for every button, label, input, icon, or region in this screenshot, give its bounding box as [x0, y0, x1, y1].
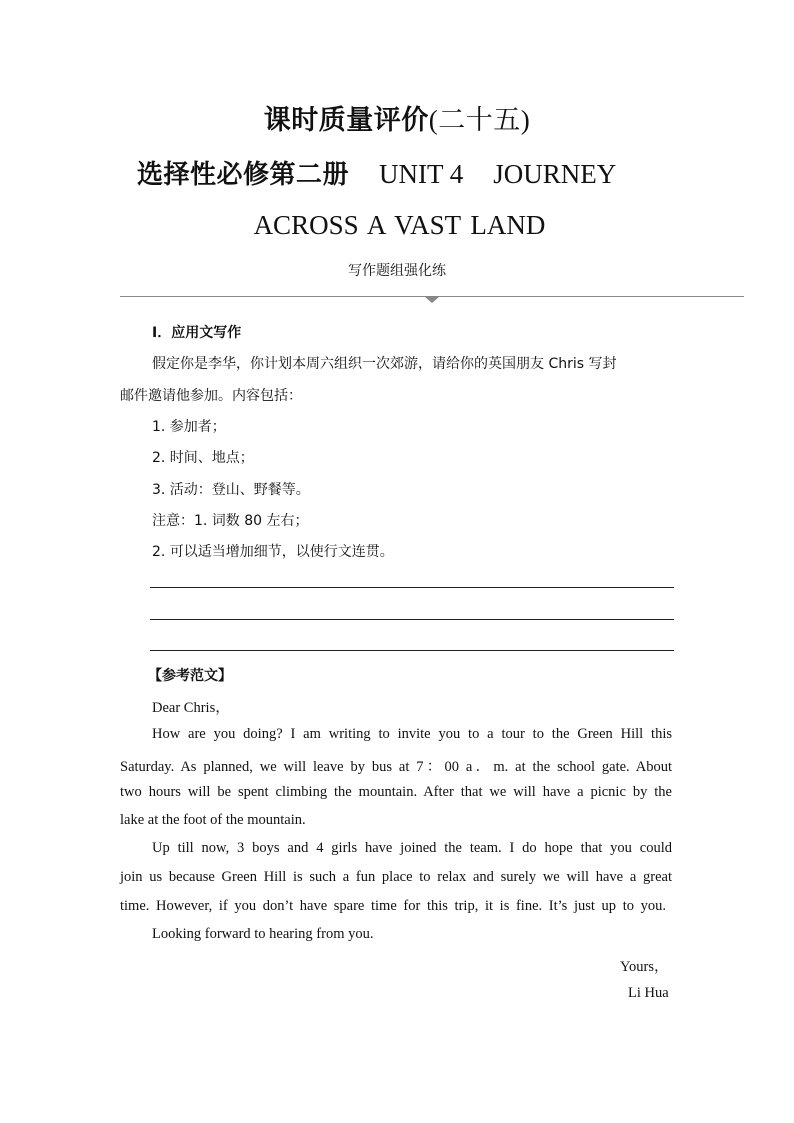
letter-closing-line: Looking forward to hearing from you. [152, 926, 374, 942]
letter-p1-line-1: How are you doing? I am writing to invite you to a tour to the Green Hill this [152, 726, 672, 742]
letter-p1-line-4: lake at the foot of the mountain. [120, 812, 306, 828]
answer-line [150, 587, 674, 588]
divider-triangle-icon [425, 297, 439, 303]
task-prompt-line-2: 邮件邀请他参加。内容包括： [120, 388, 302, 404]
letter-p2-line-2: join us because Green Hill is such a fun place to relax and surely we will have a great [120, 869, 672, 885]
letter-p1-line-3: two hours will be spent climbing the mountain. After that we will have a picnic by the [120, 784, 672, 800]
page-title [0, 98, 794, 137]
letter-sign-off: Yours， [620, 959, 669, 975]
letter-p1-line-2: Saturday. As planned, we will leave by bus at 7：00 a．m. at the school gate. About [120, 759, 672, 775]
letter-greeting: Dear Chris， [152, 700, 230, 716]
task-point-3: 3. 活动：登山、野餐等。 [152, 482, 310, 498]
section-label: 写作题组强化练 [348, 263, 446, 279]
letter-p2-line-1: Up till now, 3 boys and 4 girls have joined the team. I do hope that you could [152, 840, 672, 856]
unit-number: UNIT 4 [379, 159, 464, 189]
unit-name-part-1: JOURNEY [493, 159, 617, 189]
letter-signature: Li Hua [628, 985, 669, 1001]
answer-line [150, 619, 674, 620]
unit-title-line [137, 154, 697, 191]
book-name: 选择性必修第二册 [137, 160, 350, 190]
task-prompt-line-1: 假定你是李华，你计划本周六组织一次郊游，请给你的英国朋友 Chris 写封 [152, 356, 617, 372]
letter-p2-line-3: time. However, if you don’t have spare time for this trip, it is fine. It’s just up to you. [120, 898, 666, 914]
task-heading: Ⅰ．应用文写作 [152, 325, 242, 341]
unit-name-part-2: ACROSS A VAST LAND [253, 210, 546, 240]
task-point-1: 1. 参加者； [152, 419, 226, 435]
task-note-1: 注意：1. 词数 80 左右； [152, 513, 309, 529]
title-number: (二十五) [428, 105, 531, 135]
sample-heading: 【参考范文】 [148, 668, 232, 684]
task-note-2: 2. 可以适当增加细节，以使行文连贯。 [152, 544, 394, 560]
title-cn: 课时质量评价 [263, 105, 429, 136]
answer-line [150, 650, 674, 651]
task-point-2: 2. 时间、地点； [152, 450, 254, 466]
